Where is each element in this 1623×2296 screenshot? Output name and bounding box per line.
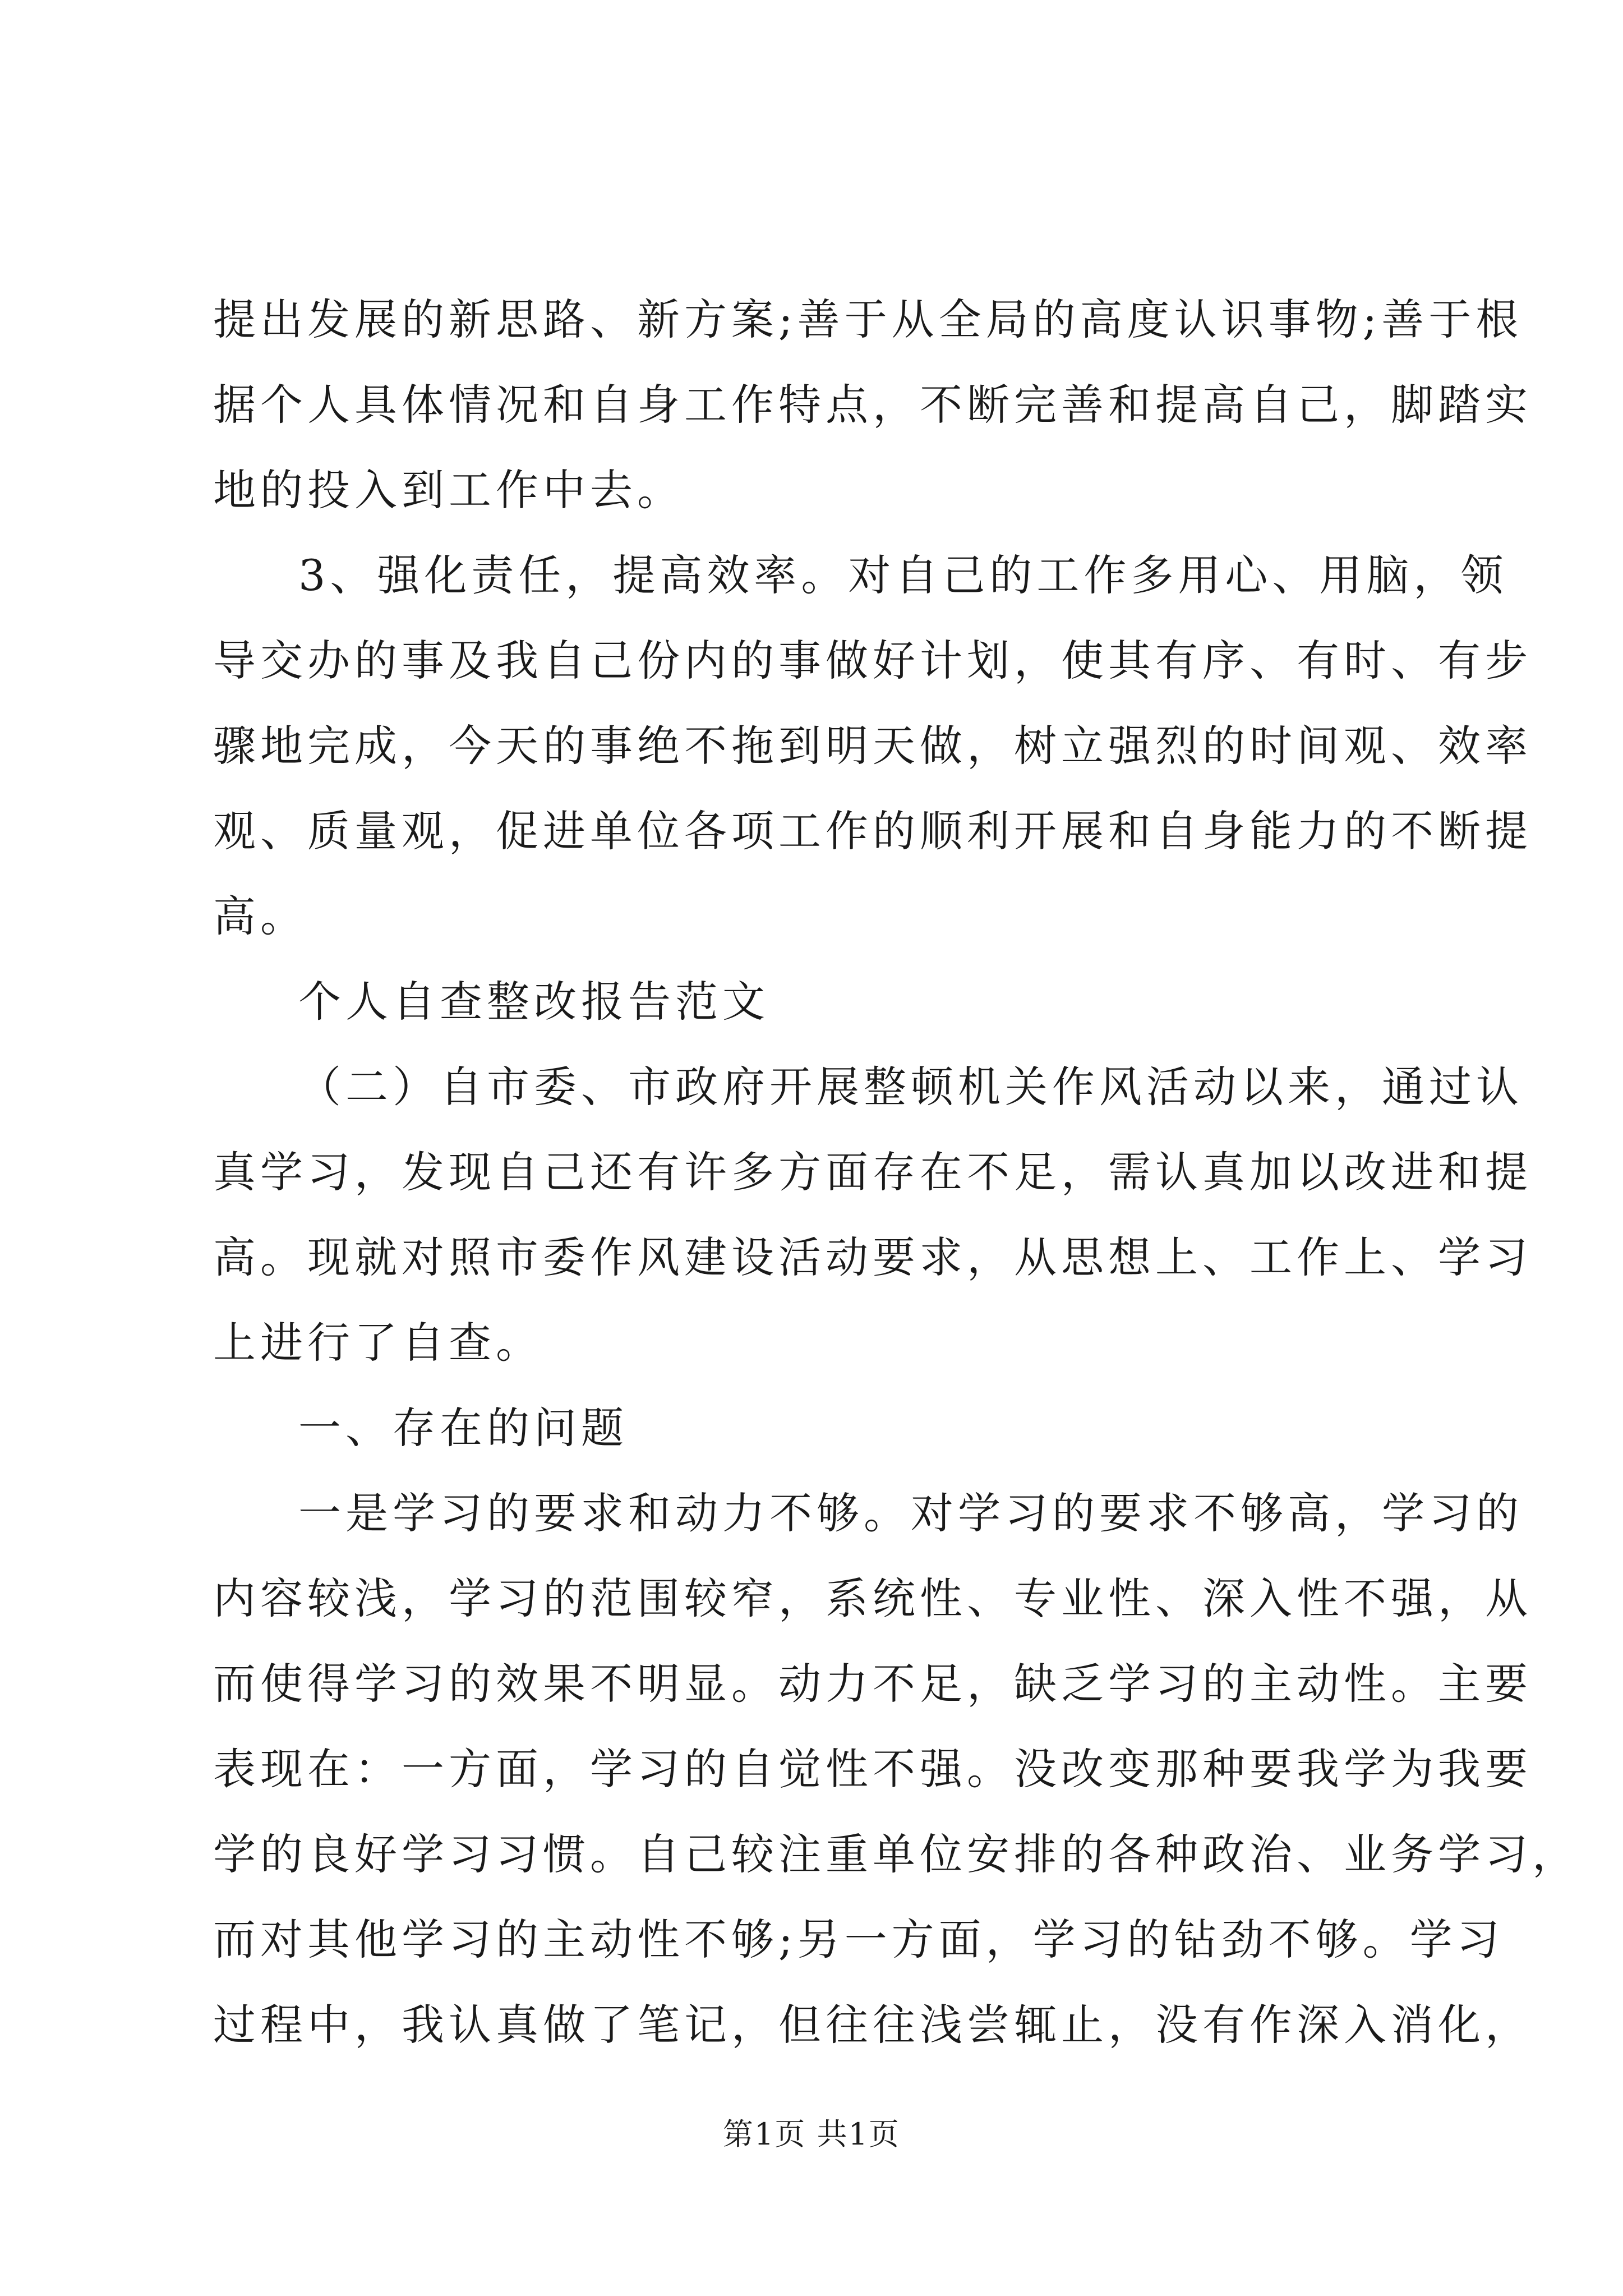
text-line: 学的良好学习习惯。自己较注重单位安排的各种政治、业务学习，: [213, 1829, 1579, 1879]
text-line: 据个人具体情况和自身工作特点，不断完善和提高自己，脚踏实: [213, 380, 1532, 430]
text-line: 表现在：一方面，学习的自觉性不强。没改变那种要我学为我要: [213, 1744, 1532, 1794]
text-line: 高。现就对照市委作风建设活动要求，从思想上、工作上、学习: [213, 1232, 1532, 1282]
text-line: 高。: [213, 891, 307, 941]
text-line: 一是学习的要求和动力不够。对学习的要求不够高，学习的: [298, 1488, 1523, 1538]
text-line: 一、存在的问题: [298, 1403, 628, 1453]
text-line: 过程中，我认真做了笔记，但往往浅尝辄止，没有作深入消化，: [213, 2000, 1532, 2050]
text-line: 个人自查整改报告范文: [298, 977, 769, 1027]
text-line: 导交办的事及我自己份内的事做好计划，使其有序、有时、有步: [213, 636, 1532, 685]
text-line: 观、质量观，促进单位各项工作的顺利开展和自身能力的不断提: [213, 806, 1532, 856]
text-line: （二）自市委、市政府开展整顿机关作风活动以来，通过认: [298, 1062, 1523, 1112]
text-line: 真学习，发现自己还有许多方面存在不足，需认真加以改进和提: [213, 1147, 1532, 1197]
text-line: 内容较浅，学习的范围较窄，系统性、专业性、深入性不强，从: [213, 1573, 1532, 1623]
text-line: 而使得学习的效果不明显。动力不足，缺乏学习的主动性。主要: [213, 1659, 1532, 1709]
text-line: 提出发展的新思路、新方案;善于从全局的高度认识事物;善于根: [213, 295, 1523, 344]
text-line: 3、强化责任，提高效率。对自己的工作多用心、用脑，领: [298, 550, 1508, 600]
text-line: 上进行了自查。: [213, 1318, 543, 1368]
page-footer: 第1页 共1页: [723, 2116, 900, 2152]
text-line: 而对其他学习的主动性不够;另一方面，学习的钻劲不够。学习: [213, 1915, 1504, 1964]
text-line: 骤地完成，今天的事绝不拖到明天做，树立强烈的时间观、效率: [213, 721, 1532, 771]
text-line: 地的投入到工作中去。: [213, 465, 684, 515]
document-body: [213, 292, 1579, 2082]
